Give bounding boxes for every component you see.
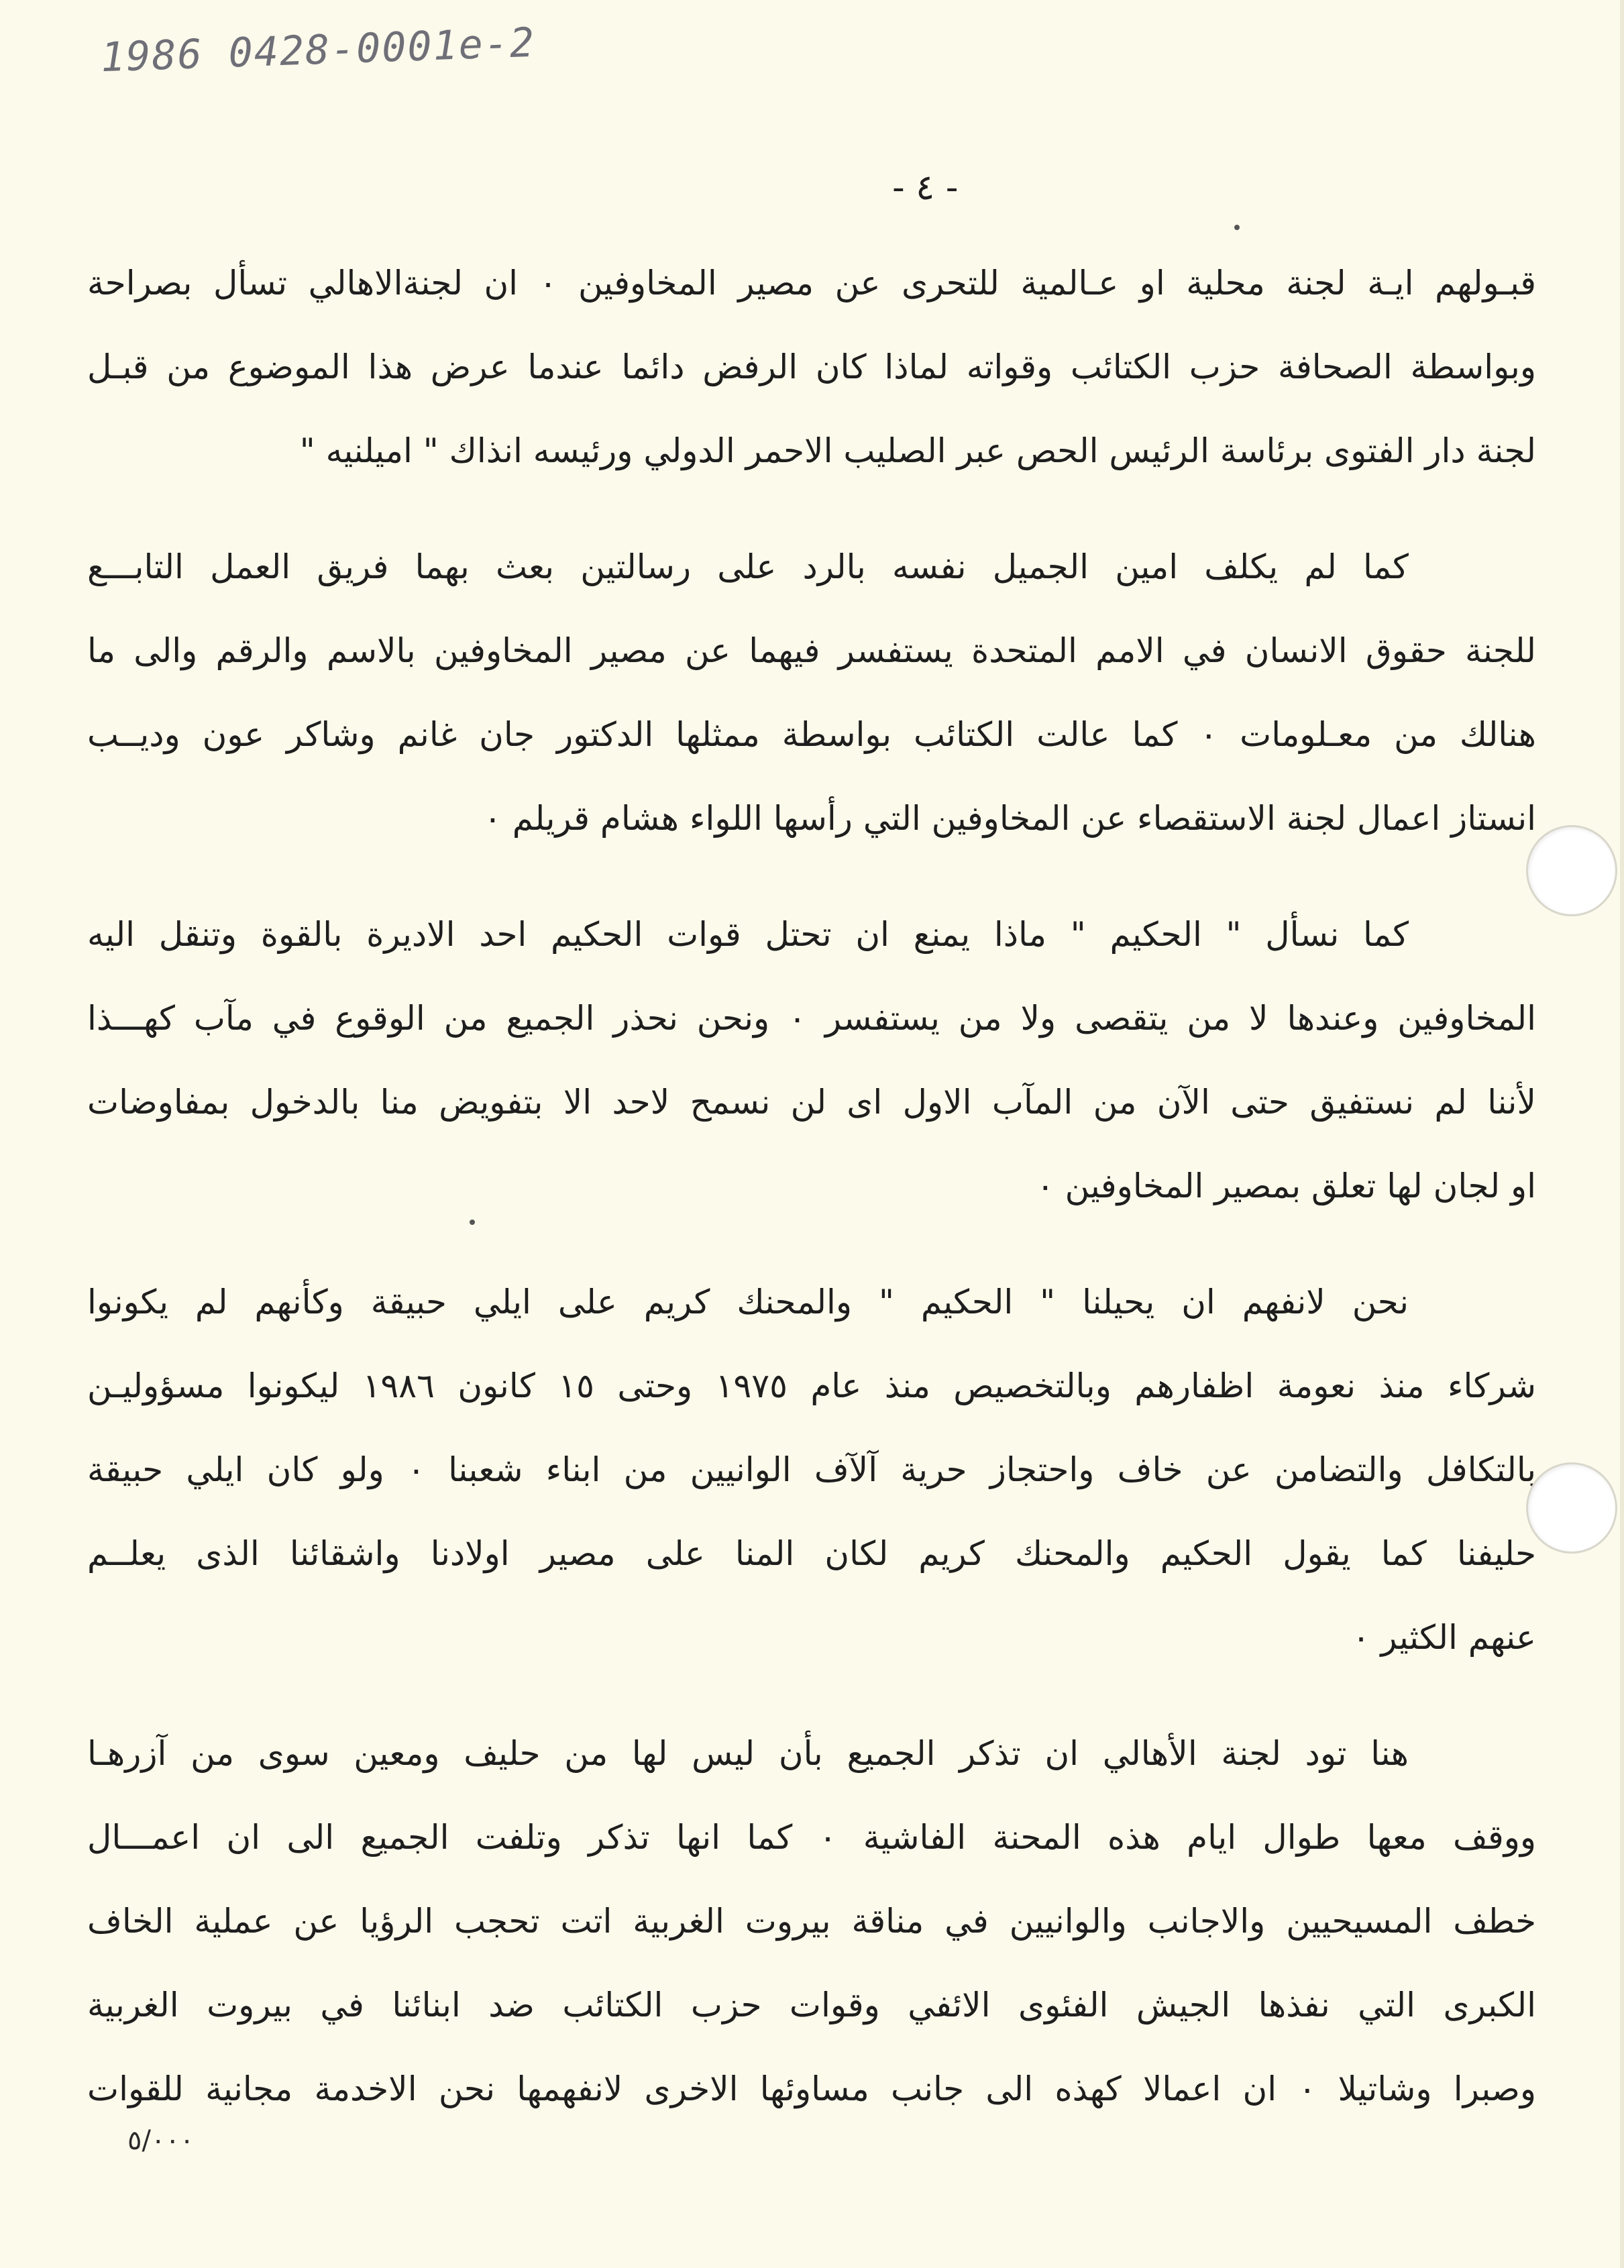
text-line: حليفنا كما يقول الحكيم والمحنك كريم لكان المنا على مصير اولادنا واشقائنا الذى يعلــم [87,1534,1536,1573]
text-line: نحن لانفهم ان يحيلنا " الحكيم " والمحنك كريم على ايلي حبيقة وكأنهم لم يكونوا [87,1283,1409,1321]
ink-speck [1234,225,1240,230]
punch-hole [1526,825,1617,916]
text-line: بالتكافل والتضامن عن خاف واحتجاز حرية آلآف الوانيين من ابناء شعبنا ٠ ولو كان ايلي حبيقة [87,1450,1536,1489]
text-line: وبواسطة الصحافة حزب الكتائب وقواته لماذا كان الرفض دائما عندما عرض هذا الموضوع من قبـل [87,347,1536,386]
text-line: ووقف معها طوال ايام هذه المحنة الفاشية ٠ كما انها تذكر وتلفت الجميع الى ان اعمـــال [87,1818,1536,1857]
paragraph-3 [87,893,1536,1228]
paragraph-5 [87,1712,1536,2131]
paragraph-1 [87,241,1536,493]
text-line: لأننا لم نستفيق حتى الآن من المآب الاول اى لن نسمح لاحد الا بتفويض منا بالدخول بمفاوضات [87,1083,1536,1122]
text-line: كما لم يكلف امين الجميل نفسه بالرد على رسالتين بعث بهما فريق العمل التابـــع [87,547,1409,586]
punch-hole [1526,1462,1617,1554]
text-line: خطف المسيحيين والاجانب والوانيين في مناقة بيروت الغربية اتت تحجب الرؤيا عن عملية الخاف [87,1902,1536,1941]
text-line: انستاز اعمال لجنة الاستقصاء عن المخاوفين التي رأسها اللواء هشام قريلم ٠ [484,799,1536,838]
text-line: قبـولهم ايـة لجنة محلية او عـالمية للتحرى عن مصير المخاوفين ٠ ان لجنةالاهالي تسأل بصراحة [87,264,1536,303]
handwritten-reference-number: 1986 0428-0001e-2 [99,19,537,82]
text-line: الكبرى التي نفذها الجيش الفئوى الائفي وقوات حزب الكتائب ضد ابنائنا في بيروت الغربية [87,1986,1536,2024]
text-line: هنالك من معـلومات ٠ كما عالت الكتائب بواسطة ممثلها الدكتور جان غانم وشاكر عون وديــب [87,715,1536,754]
paragraph-2 [87,525,1536,861]
paragraph-4 [87,1260,1536,1680]
page-number: - ٤ - [892,168,959,208]
text-line: المخاوفين وعندها لا من يتقصى ولا من يستفسر ٠ ونحن نحذر الجميع من الوقوع في مآب كهـــذا [87,999,1536,1038]
text-line: هنا تود لجنة الأهالي ان تذكر الجميع بأن ليس لها من حليف ومعين سوى من آزرهـا [87,1734,1409,1773]
text-line: او لجان لها تعلق بمصير المخاوفين ٠ [1036,1167,1536,1205]
text-line: لجنة دار الفتوى برئاسة الرئيس الحص عبر الصليب الاحمر الدولي ورئيسه انذاك " اميلنيه " [299,431,1536,470]
letter-body [87,241,1536,2131]
text-line: وصبرا وشاتيلا ٠ ان اعمالا كهذه الى جانب مساوئها الاخرى لانفهمها نحن الاخدمة مجانية للقوات [87,2069,1536,2108]
text-line: عنهم الكثير ٠ [1352,1618,1536,1657]
text-line: شركاء منذ نعومة اظفارهم وبالتخصيص منذ عام ١٩٧٥ وحتى ١٥ كانون ١٩٨٦ ليكونوا مسؤوليـن [87,1366,1536,1405]
continuation-mark: ٥/٠٠٠ [127,2125,195,2156]
text-line: للجنة حقوق الانسان في الامم المتحدة يستفسر فيهما عن مصير المخاوفين بالاسم والرقم والى ما [87,631,1536,670]
text-line: كما نسأل " الحكيم " ماذا يمنع ان تحتل قوات الحكيم احد الاديرة بالقوة وتنقل اليه [87,915,1409,954]
